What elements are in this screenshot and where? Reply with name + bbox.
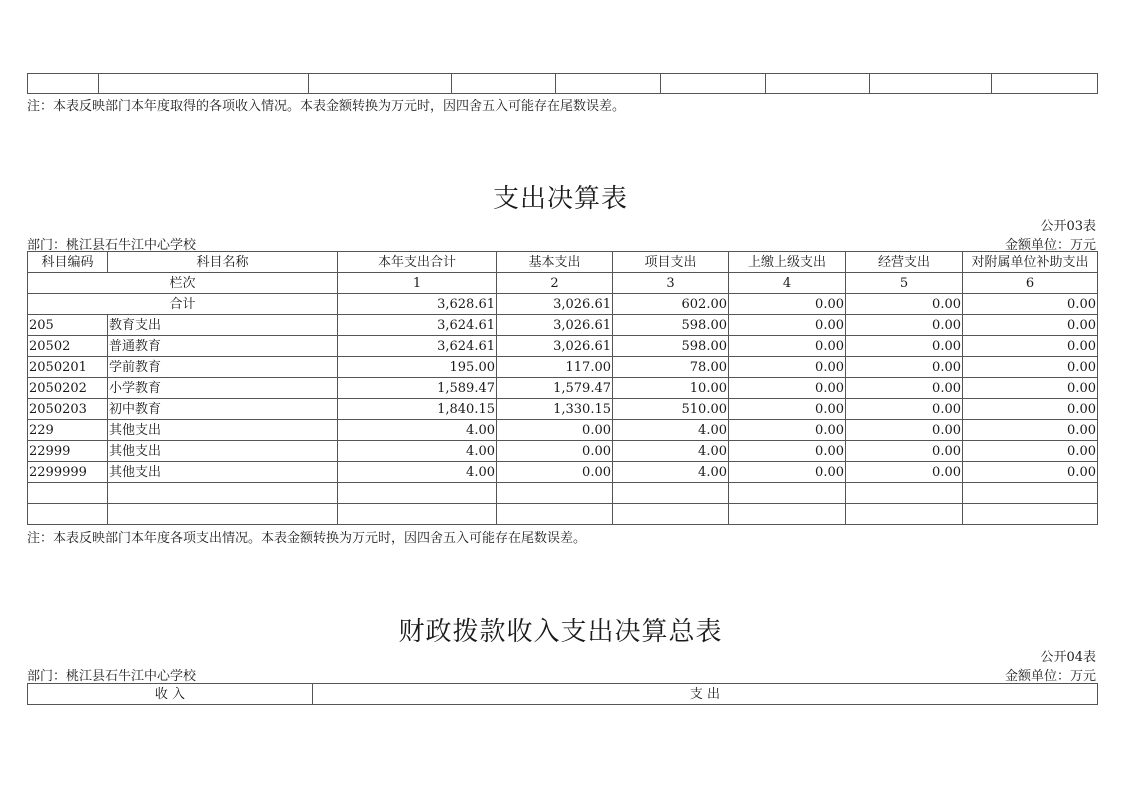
subject-name: 普通教育 <box>108 336 338 357</box>
table-row <box>28 420 1098 441</box>
table-row <box>28 441 1098 462</box>
income-table-tail <box>27 73 1098 94</box>
total-value: 0.00 <box>846 294 963 315</box>
amount-cell: 3,624.61 <box>338 336 497 357</box>
table-row <box>28 336 1098 357</box>
table-row <box>28 74 1098 94</box>
amount-cell: 510.00 <box>613 399 729 420</box>
amount-cell: 0.00 <box>846 441 963 462</box>
amount-cell: 4.00 <box>613 441 729 462</box>
amount-cell: 598.00 <box>613 336 729 357</box>
amount-cell: 4.00 <box>338 420 497 441</box>
subject-name: 教育支出 <box>108 315 338 336</box>
total-label: 合计 <box>28 294 338 315</box>
amount-cell: 78.00 <box>613 357 729 378</box>
header-cell: 项目支出 <box>613 252 729 273</box>
amount-cell: 0.00 <box>729 378 846 399</box>
subject-code: 2050203 <box>28 399 108 420</box>
amount-cell: 0.00 <box>846 315 963 336</box>
subject-code: 2050201 <box>28 357 108 378</box>
amount-cell: 1,330.15 <box>497 399 613 420</box>
table-header-row <box>28 252 1098 273</box>
amount-cell: 3,026.61 <box>497 315 613 336</box>
expense-table-note: 注：本表反映部门本年度各项支出情况。本表金额转换为万元时，因四舍五入可能存在尾数误差。 <box>27 531 587 546</box>
subject-name: 其他支出 <box>108 441 338 462</box>
amount-cell: 0.00 <box>963 441 1098 462</box>
fiscal-table-title: 财政拨款收入支出决算总表 <box>398 617 723 647</box>
amount-cell: 0.00 <box>963 378 1098 399</box>
subject-code: 2050202 <box>28 378 108 399</box>
amount-cell: 0.00 <box>963 462 1098 483</box>
column-number: 5 <box>846 273 963 294</box>
amount-cell: 0.00 <box>846 336 963 357</box>
amount-cell: 1,589.47 <box>338 378 497 399</box>
amount-cell: 0.00 <box>729 462 846 483</box>
total-value: 3,026.61 <box>497 294 613 315</box>
total-row <box>28 294 1098 315</box>
total-value: 602.00 <box>613 294 729 315</box>
amount-cell: 0.00 <box>729 420 846 441</box>
amount-cell: 3,624.61 <box>338 315 497 336</box>
amount-cell: 10.00 <box>613 378 729 399</box>
column-index-row <box>28 273 1098 294</box>
amount-cell: 0.00 <box>497 441 613 462</box>
column-number: 6 <box>963 273 1098 294</box>
total-value: 0.00 <box>729 294 846 315</box>
column-number: 4 <box>729 273 846 294</box>
column-number: 3 <box>613 273 729 294</box>
fiscal-table-code: 公开04表 <box>1040 650 1096 665</box>
column-number: 2 <box>497 273 613 294</box>
fiscal-table <box>27 683 1098 705</box>
header-cell: 经营支出 <box>846 252 963 273</box>
subject-name: 初中教育 <box>108 399 338 420</box>
amount-cell: 0.00 <box>729 441 846 462</box>
total-value: 3,628.61 <box>338 294 497 315</box>
header-cell: 对附属单位补助支出 <box>963 252 1098 273</box>
amount-cell: 0.00 <box>729 336 846 357</box>
table-row <box>28 378 1098 399</box>
empty-row <box>28 483 1098 504</box>
income-table-note: 注：本表反映部门本年度取得的各项收入情况。本表金额转换为万元时，因四舍五入可能存在尾数误差。 <box>27 99 626 114</box>
total-value: 0.00 <box>963 294 1098 315</box>
amount-cell: 0.00 <box>846 378 963 399</box>
amount-cell: 4.00 <box>613 420 729 441</box>
amount-cell: 0.00 <box>963 399 1098 420</box>
subject-code: 20502 <box>28 336 108 357</box>
subject-code: 229 <box>28 420 108 441</box>
table-row <box>28 315 1098 336</box>
expense-unit-label: 金额单位：万元 <box>1004 238 1096 253</box>
amount-cell: 0.00 <box>963 357 1098 378</box>
header-cell: 基本支出 <box>497 252 613 273</box>
table-header-row <box>28 684 1098 705</box>
income-header: 收 入 <box>28 684 313 705</box>
amount-cell: 117.00 <box>497 357 613 378</box>
header-cell: 科目编码 <box>28 252 108 273</box>
header-cell: 上缴上级支出 <box>729 252 846 273</box>
amount-cell: 598.00 <box>613 315 729 336</box>
amount-cell: 0.00 <box>497 420 613 441</box>
amount-cell: 4.00 <box>338 462 497 483</box>
amount-cell: 3,026.61 <box>497 336 613 357</box>
amount-cell: 4.00 <box>338 441 497 462</box>
amount-cell: 0.00 <box>963 336 1098 357</box>
column-index-label: 栏次 <box>28 273 338 294</box>
amount-cell: 0.00 <box>963 420 1098 441</box>
amount-cell: 0.00 <box>846 420 963 441</box>
amount-cell: 0.00 <box>729 399 846 420</box>
amount-cell: 0.00 <box>729 315 846 336</box>
subject-name: 其他支出 <box>108 420 338 441</box>
expense-table <box>27 251 1098 525</box>
subject-code: 22999 <box>28 441 108 462</box>
column-number: 1 <box>338 273 497 294</box>
expense-table-code: 公开03表 <box>1040 219 1096 234</box>
empty-row <box>28 504 1098 525</box>
amount-cell: 0.00 <box>729 357 846 378</box>
amount-cell: 0.00 <box>963 315 1098 336</box>
amount-cell: 1,579.47 <box>497 378 613 399</box>
amount-cell: 0.00 <box>497 462 613 483</box>
amount-cell: 1,840.15 <box>338 399 497 420</box>
table-row <box>28 399 1098 420</box>
amount-cell: 0.00 <box>846 399 963 420</box>
amount-cell: 0.00 <box>846 462 963 483</box>
table-row <box>28 462 1098 483</box>
expense-table-title: 支出决算表 <box>492 184 628 214</box>
expense-header: 支 出 <box>313 684 1098 705</box>
amount-cell: 4.00 <box>613 462 729 483</box>
subject-code: 205 <box>28 315 108 336</box>
amount-cell: 195.00 <box>338 357 497 378</box>
subject-code: 2299999 <box>28 462 108 483</box>
subject-name: 小学教育 <box>108 378 338 399</box>
table-row <box>28 357 1098 378</box>
fiscal-department-label: 部门：桃江县石牛江中心学校 <box>27 669 197 684</box>
header-cell: 本年支出合计 <box>338 252 497 273</box>
amount-cell: 0.00 <box>846 357 963 378</box>
header-cell: 科目名称 <box>108 252 338 273</box>
expense-department-label: 部门：桃江县石牛江中心学校 <box>27 238 197 253</box>
fiscal-unit-label: 金额单位：万元 <box>1004 669 1096 684</box>
subject-name: 学前教育 <box>108 357 338 378</box>
subject-name: 其他支出 <box>108 462 338 483</box>
